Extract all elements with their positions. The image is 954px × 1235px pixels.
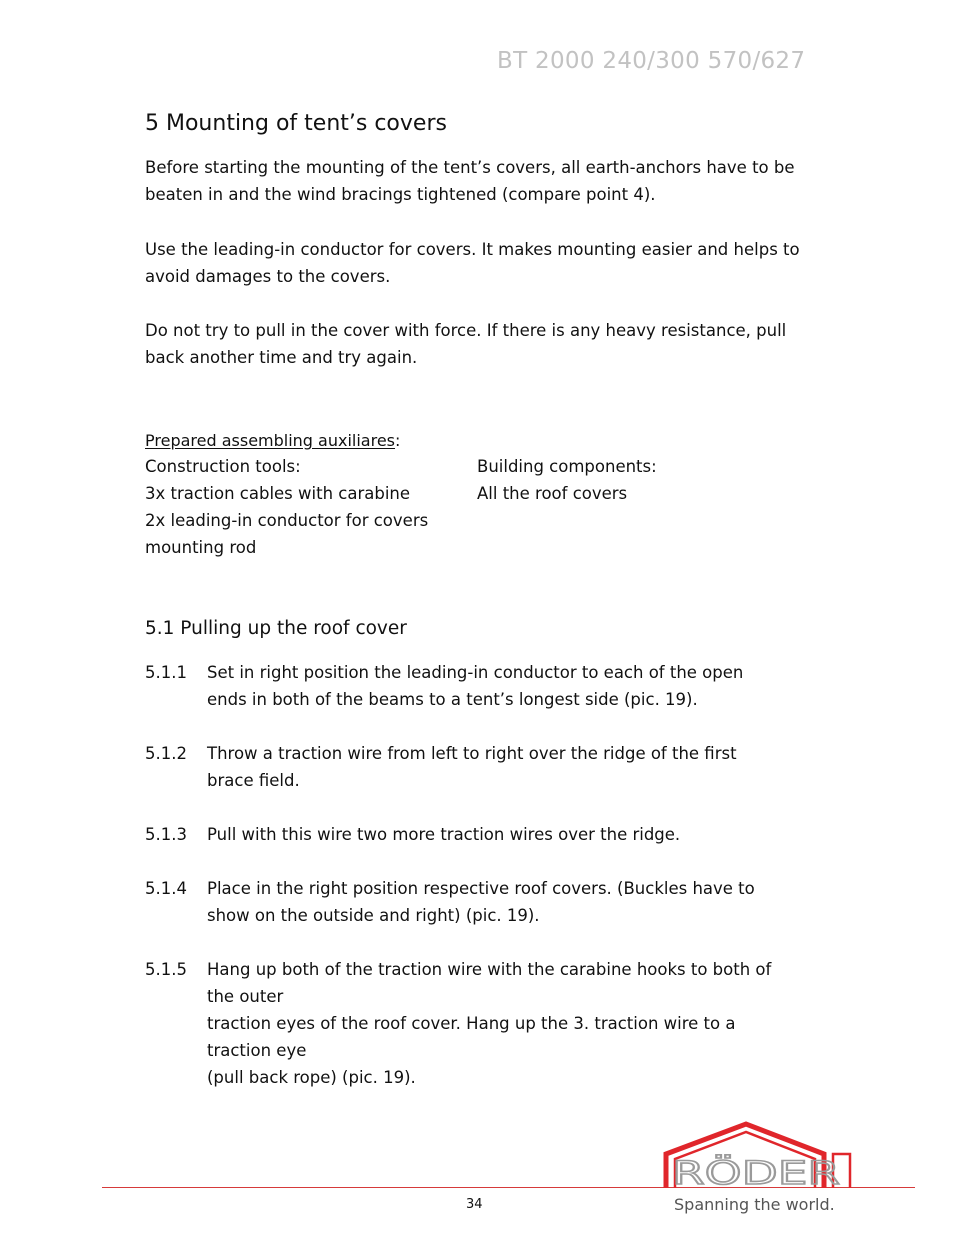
- step-line: Place in the right position respective roof covers. (Buckles have to: [207, 879, 755, 898]
- subsection-title: 5.1 Pulling up the roof cover: [145, 618, 407, 639]
- step-line: Hang up both of the traction wire with the carabine hooks to both of: [207, 960, 772, 979]
- section-title: 5 Mounting of tent’s covers: [145, 111, 447, 136]
- step-number: 5.1.1: [145, 663, 187, 682]
- components-column: [477, 453, 657, 507]
- step-number: 5.1.2: [145, 744, 187, 763]
- auxiliaries-title-text: Prepared assembling auxiliares: [145, 431, 396, 450]
- step-line: show on the outside and right) (pic. 19).: [207, 906, 540, 925]
- auxiliaries-title-colon: :: [395, 431, 401, 450]
- page-number: 34: [466, 1197, 483, 1212]
- tool-item: 3x traction cables with carabine: [145, 484, 411, 503]
- brand-slogan: Spanning the world.: [674, 1195, 835, 1214]
- step-line: Throw a traction wire from left to right over the ridge of the first: [207, 744, 737, 763]
- step-number: 5.1.4: [145, 879, 187, 898]
- paragraph-1: Before starting the mounting of the tent’s covers, all earth-anchors have to be beaten in and the wind bracings tightened (compare point 4).: [145, 158, 795, 204]
- paragraph-2: Use the leading-in conductor for covers. It makes mounting easier and helps to avoid damages to the covers.: [145, 240, 800, 286]
- step-line: ends in both of the beams to a tent’s longest side (pic. 19).: [207, 690, 698, 709]
- document-code: BT 2000 240/300 570/627: [497, 48, 806, 74]
- step-5-1-4: [145, 875, 825, 929]
- logo-brand-text: RÖDER: [672, 1154, 840, 1192]
- component-item: All the roof covers: [477, 484, 628, 503]
- step-line: Set in right position the leading-in conductor to each of the open: [207, 663, 744, 682]
- step-5-1-3: [145, 821, 825, 848]
- components-heading: Building components:: [477, 457, 657, 476]
- step-line: brace field.: [207, 771, 300, 790]
- paragraph-3: Do not try to pull in the cover with force. If there is any heavy resistance, pull back another time and try again.: [145, 321, 787, 367]
- step-line: traction eyes of the roof cover. Hang up the 3. traction wire to a: [207, 1014, 736, 1033]
- tool-item: mounting rod: [145, 538, 257, 557]
- auxiliaries-title: [145, 427, 400, 454]
- tools-column: [145, 453, 428, 561]
- step-5-1-1: [145, 659, 825, 713]
- roder-logo: [660, 1118, 860, 1198]
- step-line: the outer: [207, 987, 284, 1006]
- step-line: (pull back rope) (pic. 19).: [207, 1068, 416, 1087]
- step-line: Pull with this wire two more traction wires over the ridge.: [207, 825, 681, 844]
- step-number: 5.1.3: [145, 825, 187, 844]
- step-5-1-2: [145, 740, 825, 794]
- step-line: traction eye: [207, 1041, 307, 1060]
- step-5-1-5: [145, 956, 825, 1091]
- step-number: 5.1.5: [145, 960, 187, 979]
- tools-heading: Construction tools:: [145, 457, 301, 476]
- tool-item: 2x leading-in conductor for covers: [145, 511, 429, 530]
